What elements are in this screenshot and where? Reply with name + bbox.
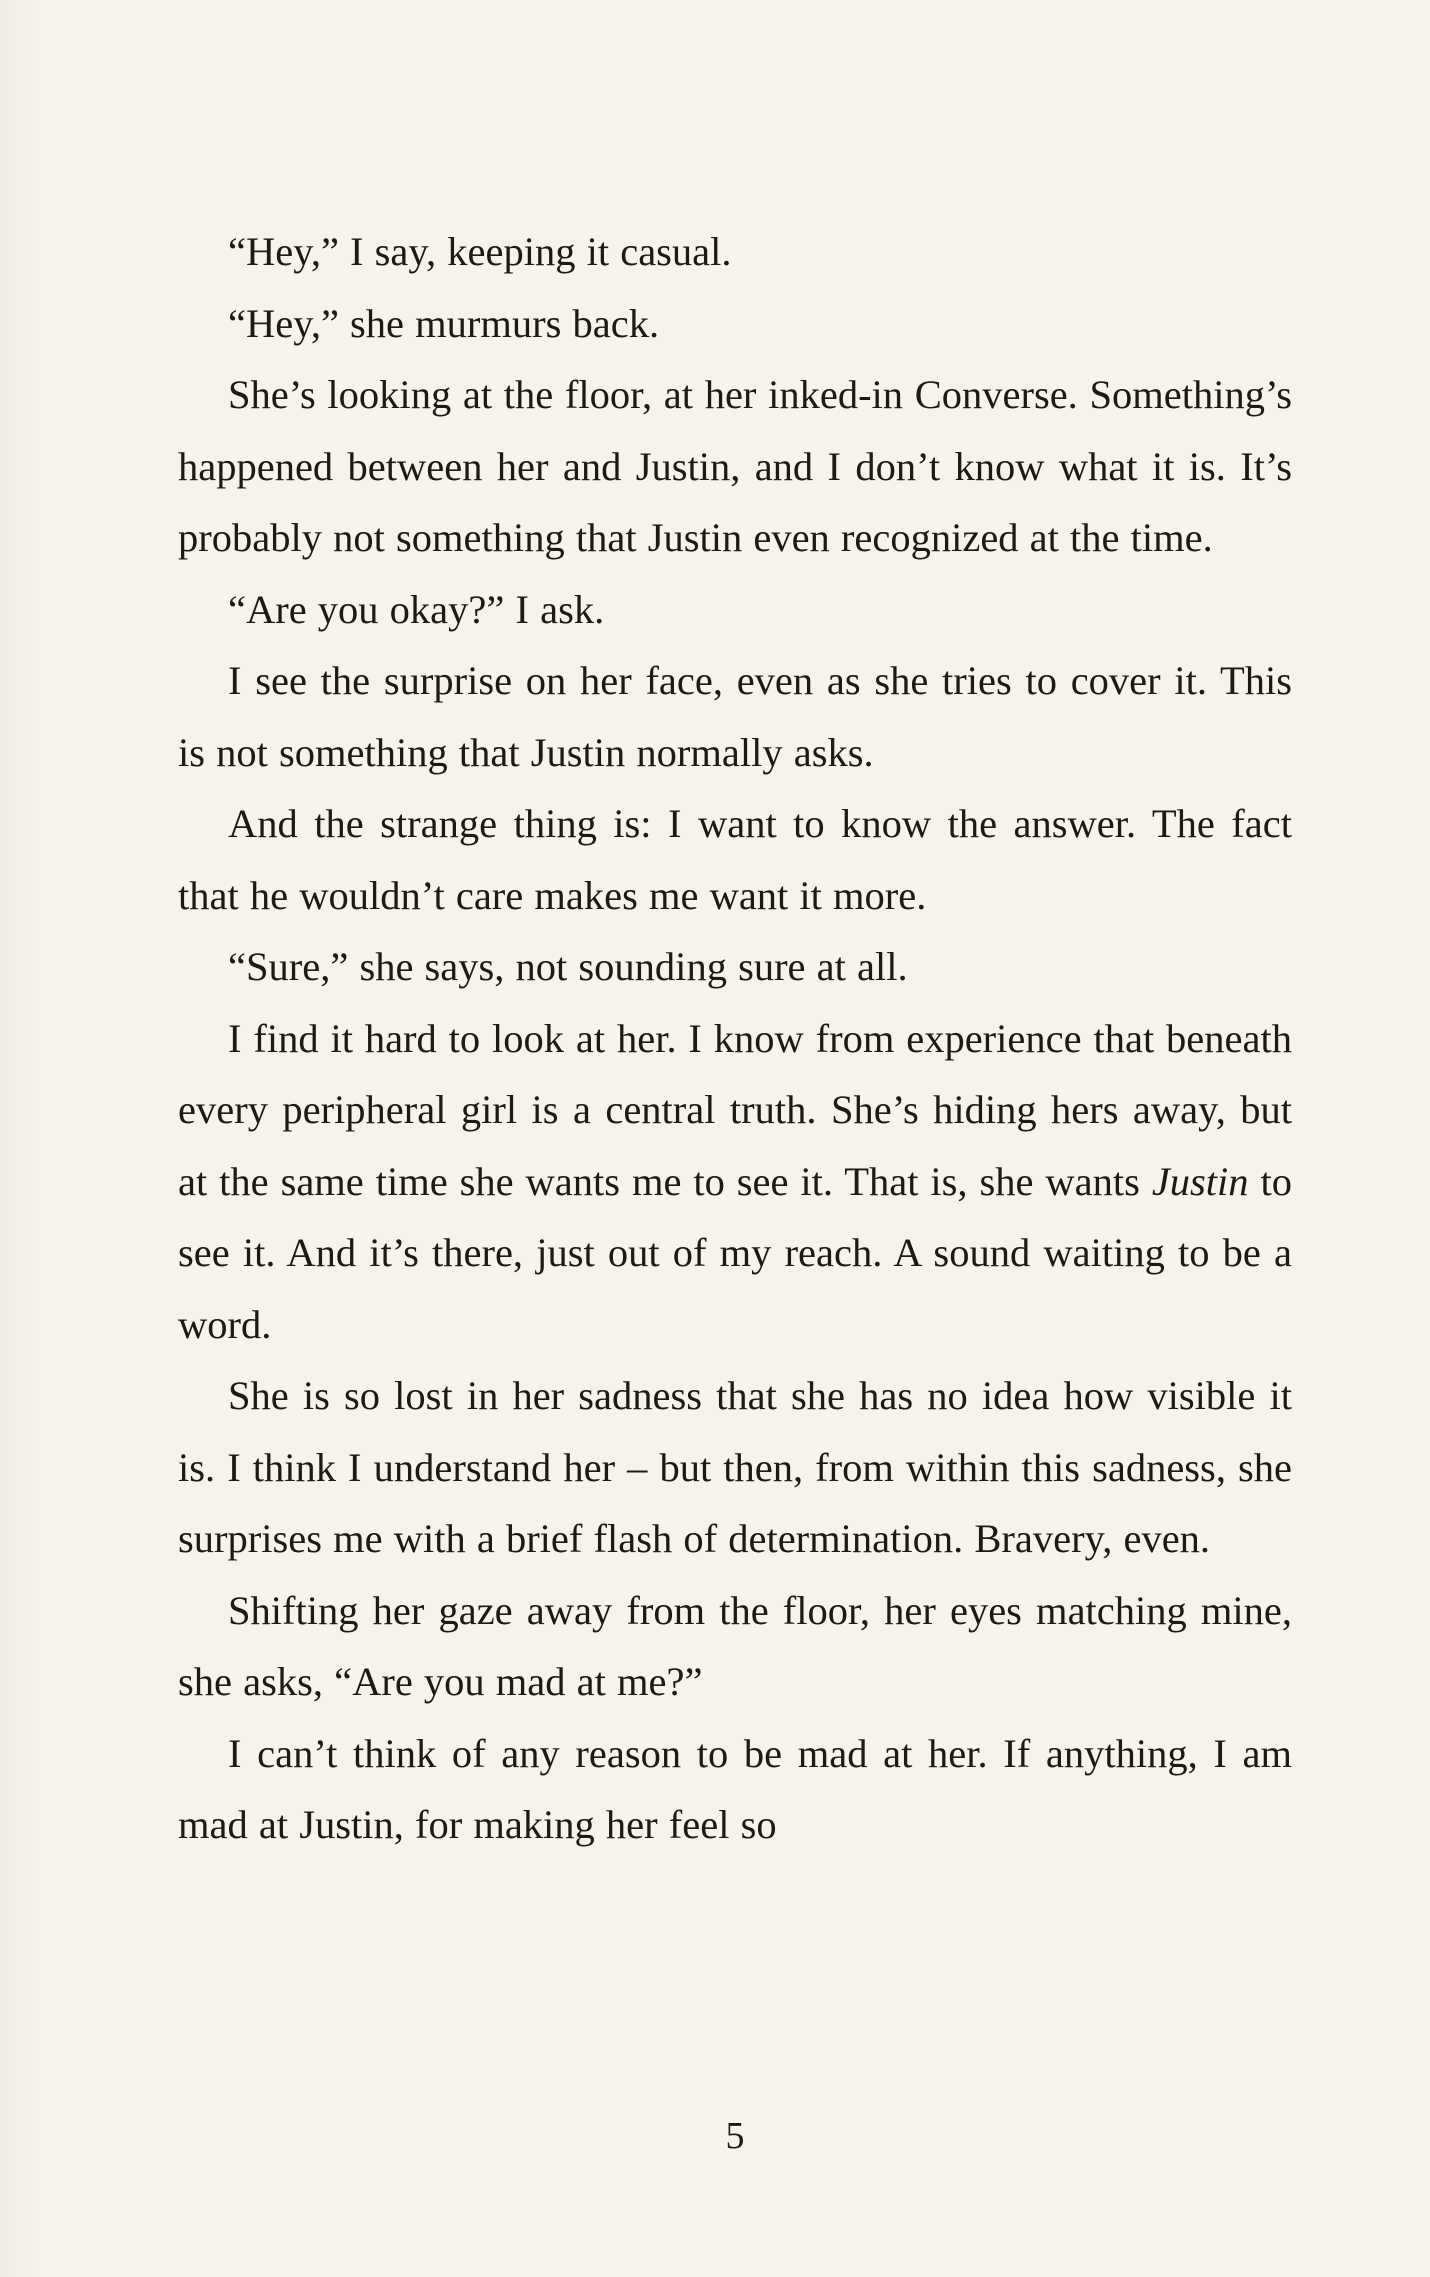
paragraph-8-text-after: to see it. And it’s there, just out of my reach. A sound waiting to be a word. [178,1158,1292,1347]
paragraph-7: “Sure,” she says, not sounding sure at all. [228,944,908,989]
paragraph-11: I can’t think of any reason to be mad at her. If anything, I am mad at Justin, for making her feel so [178,1730,1292,1847]
paragraph-8 [178,1003,1292,1361]
paragraph-8-text-before: I find it hard to look at her. I know from experience that beneath every peripheral girl is a central truth. She’s hiding hers away, but at the same time she wants me to see it. That is, she wants [178,1015,1292,1204]
page-number: 5 [725,2115,745,2157]
paragraph-3: She’s looking at the floor, at her inked-in Converse. Something’s happened between her and Justin, and I don’t know what it is. It’s probably not something that Justin even recognized at the time. [178,372,1292,560]
paragraph-10: Shifting her gaze away from the floor, her eyes matching mine, she asks, “Are you mad at me?” [178,1587,1292,1704]
paragraph-9: She is so lost in her sadness that she has no idea how visible it is. I think I understand her – but then, from within this sadness, she surprises me with a brief flash of determination. Bravery, even. [178,1373,1292,1561]
body-text [178,216,1292,1861]
paragraph-4: “Are you okay?” I ask. [228,586,605,632]
paragraph-1: “Hey,” I say, keeping it casual. [228,229,732,274]
paragraph-6: And the strange thing is: I want to know the answer. The fact that he wouldn’t care makes me want it more. [178,801,1292,918]
paragraph-2: “Hey,” she murmurs back. [228,300,660,346]
paragraph-8-emphasis: Justin [1151,1158,1249,1204]
paragraph-5: I see the surprise on her face, even as she tries to cover it. This is not something that Justin normally asks. [178,658,1292,775]
